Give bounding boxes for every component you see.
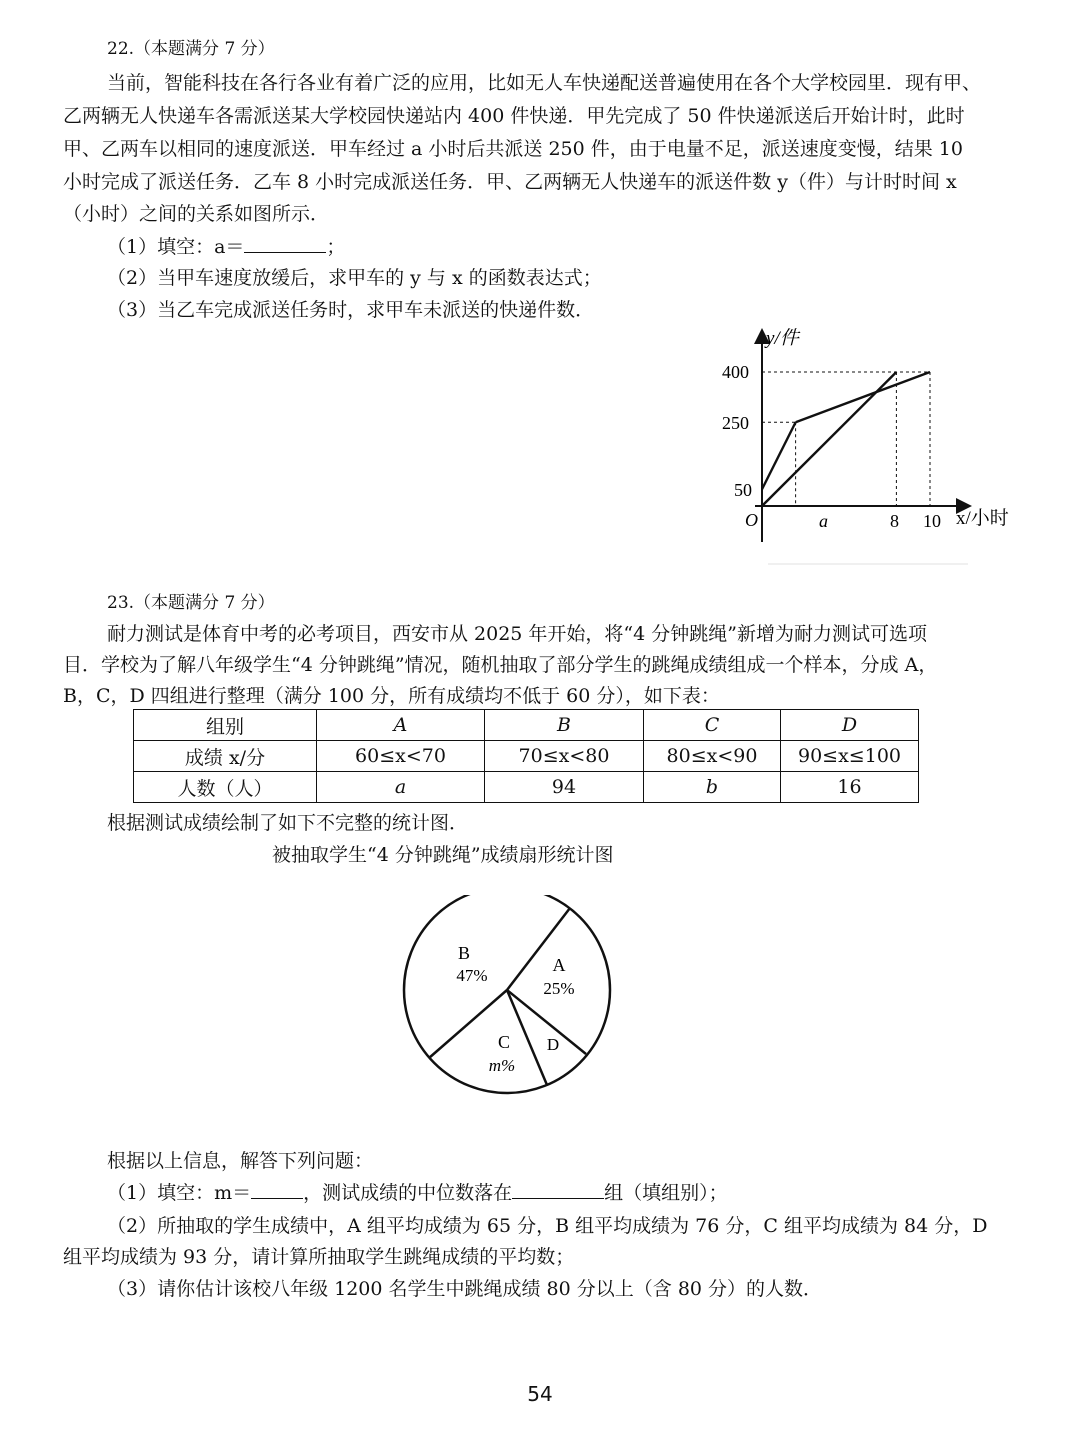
pie-label-a-percent: 25% bbox=[543, 979, 575, 998]
origin-label: O bbox=[745, 510, 758, 530]
q23-text-line: B，C，D 四组进行整理（满分 100 分，所有成绩均不低于 60 分），如下表： bbox=[63, 685, 720, 707]
pie-slice-divider bbox=[429, 990, 507, 1058]
y-tick-label: 400 bbox=[722, 362, 749, 382]
y-tick-label: 250 bbox=[722, 413, 749, 433]
table-cell: 60≤x<70 bbox=[317, 741, 485, 772]
table-cell: 70≤x<80 bbox=[485, 741, 644, 772]
y-tick-label: 50 bbox=[734, 480, 752, 500]
answer-blank[interactable] bbox=[512, 1180, 604, 1199]
x-tick-label: 8 bbox=[890, 511, 899, 531]
pie-label-c-name: C bbox=[497, 1032, 511, 1052]
q22-text-line: 当前，智能科技在各行各业有着广泛的应用，比如无人车快递配送普遍使用在各个大学校园里．现有甲、 bbox=[107, 72, 982, 94]
pie-label-c-percent: m% bbox=[488, 1056, 516, 1075]
q22-subquestion-3: （3）当乙车完成派送任务时，求甲车未派送的快递件数． bbox=[107, 299, 595, 321]
table-cell: B bbox=[485, 710, 644, 741]
q22-text-line: 小时完成了派送任务．乙车 8 小时完成派送任务．甲、乙两辆无人快递车的派送件数 y（件）与计时时间 x bbox=[63, 171, 957, 193]
answer-blank[interactable] bbox=[244, 234, 326, 253]
q23-subquestion-2: （2）所抽取的学生成绩中，A 组平均成绩为 65 分，B 组平均成绩为 76 分，C 组平均成绩为 84 分，D bbox=[107, 1215, 988, 1237]
q22-sub1-prefix: （1）填空：a＝ bbox=[107, 236, 245, 258]
series-line-甲 bbox=[796, 372, 930, 422]
table-cell: 组别 bbox=[134, 710, 317, 741]
q22-heading: 22.（本题满分 7 分） bbox=[107, 39, 275, 59]
q23-subquestion-3: （3）请你估计该校八年级 1200 名学生中跳绳成绩 80 分以上（含 80 分）的人数． bbox=[107, 1278, 823, 1300]
pie-label-b-name: B bbox=[457, 943, 471, 963]
q22-subquestion-2: （2）当甲车速度放缓后，求甲车的 y 与 x 的函数表达式； bbox=[107, 267, 602, 289]
score-table bbox=[133, 709, 919, 803]
x-tick-label: a bbox=[819, 511, 828, 531]
table-row bbox=[134, 710, 919, 741]
page-number: 54 bbox=[527, 1382, 553, 1406]
q23-after-table: 根据测试成绩绘制了如下不完整的统计图． bbox=[107, 812, 469, 834]
q23-text-line: 耐力测试是体育中考的必考项目，西安市从 2025 年开始，将“4 分钟跳绳”新增为耐力测试可选项 bbox=[107, 623, 927, 645]
series-line-乙 bbox=[762, 372, 896, 506]
x-tick-label: 10 bbox=[923, 511, 941, 531]
pie-label-a-name: A bbox=[552, 955, 566, 975]
q22-text-line: 乙两辆无人快递车各需派送某大学校园快递站内 400 件快递．甲先完成了 50 件快递派送后开始计时，此时 bbox=[63, 105, 965, 127]
table-cell: 90≤x≤100 bbox=[781, 741, 919, 772]
q23-questions-intro: 根据以上信息，解答下列问题： bbox=[107, 1150, 374, 1172]
q22-subquestion-1 bbox=[107, 234, 345, 260]
score-pie-chart bbox=[395, 895, 625, 1095]
table-cell: a bbox=[317, 772, 485, 803]
table-cell: C bbox=[644, 710, 781, 741]
table-cell: D bbox=[781, 710, 919, 741]
pie-chart-title: 被抽取学生“4 分钟跳绳”成绩扇形统计图 bbox=[272, 844, 614, 866]
y-axis-label: y/件 bbox=[766, 328, 799, 349]
table-cell: 94 bbox=[485, 772, 644, 803]
pie-slice-divider bbox=[507, 908, 570, 990]
pie-label-b-percent: 47% bbox=[456, 966, 488, 985]
q23-text-line: 目．学校为了解八年级学生“4 分钟跳绳”情况，随机抽取了部分学生的跳绳成绩组成一个样本，分成 A， bbox=[63, 654, 938, 676]
q23-sub1-part: 组（填组别）； bbox=[604, 1182, 728, 1204]
q23-subquestion-2-cont: 组平均成绩为 93 分，请计算所抽取学生跳绳成绩的平均数； bbox=[63, 1246, 575, 1268]
table-cell: b bbox=[644, 772, 781, 803]
q22-text-line: 甲、乙两车以相同的速度派送．甲车经过 a 小时后共派送 250 件，由于电量不足，派送速度变慢，结果 10 bbox=[63, 138, 963, 160]
q23-sub1-part: ，测试成绩的中位数落在 bbox=[303, 1182, 513, 1204]
q23-sub1-part: （1）填空：m＝ bbox=[107, 1182, 252, 1204]
table-cell: 人数（人） bbox=[134, 772, 317, 803]
q22-text-line: （小时）之间的关系如图所示． bbox=[63, 203, 330, 225]
x-axis-label: x/小时 bbox=[956, 508, 1009, 529]
q22-sub1-suffix: ； bbox=[326, 236, 346, 258]
q23-subquestion-1 bbox=[107, 1180, 728, 1206]
q23-heading: 23.（本题满分 7 分） bbox=[107, 593, 275, 613]
table-row bbox=[134, 772, 919, 803]
answer-blank[interactable] bbox=[251, 1180, 303, 1199]
table-cell: A bbox=[317, 710, 485, 741]
table-cell: 16 bbox=[781, 772, 919, 803]
table-cell: 成绩 x/分 bbox=[134, 741, 317, 772]
table-cell: 80≤x<90 bbox=[644, 741, 781, 772]
delivery-line-graph bbox=[700, 320, 1030, 580]
table-row bbox=[134, 741, 919, 772]
pie-label-d-name: D bbox=[546, 1035, 560, 1054]
